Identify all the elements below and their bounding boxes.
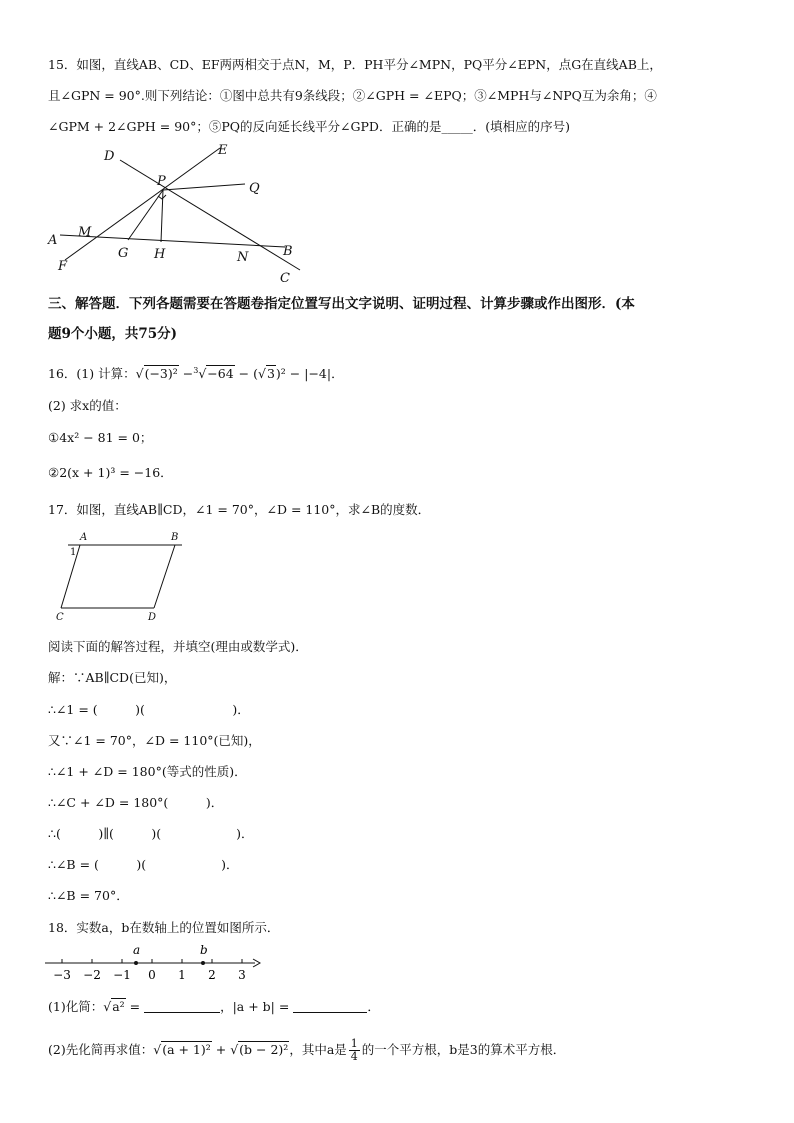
q16-radicand-a: (−3)² [144, 366, 178, 382]
tick-label: 0 [148, 968, 156, 982]
section3-heading-line-1: 三、解答题．下列各题需要在答题卷指定位置写出文字说明、证明过程、计算步骤或作出图形．(本 [48, 296, 635, 312]
q17-read: 阅读下面的解答过程，并填空(理由或数学式)． [48, 639, 308, 654]
cube-root-index: 3 [193, 366, 199, 375]
label-q: Q [249, 181, 260, 196]
q16-expr-rest2: )² − |−4|． [275, 366, 344, 382]
tick-label: 1 [178, 968, 186, 982]
label-b: B [171, 532, 179, 543]
q16-radicand-c: 3 [266, 366, 275, 382]
line-ab [60, 235, 285, 247]
minus-sign: − [182, 366, 194, 382]
label-c: C [280, 271, 290, 286]
q18-p1-eq: = [125, 999, 145, 1014]
q18-number-line [40, 940, 270, 985]
q16-eq2: ②2(x + 1)³ = −16． [48, 465, 173, 480]
label-p: P [157, 174, 166, 189]
q17-step-8: ∴∠B = 70°． [48, 888, 129, 903]
q17-figure [50, 528, 200, 628]
label-g: G [118, 246, 129, 261]
q15-line-3: ∠GPM + 2∠GPH = 90°；⑤PQ的反向延长线平分∠GPD．正确的是_____．(填相应的序号) [48, 119, 570, 134]
q18-stem: 18．实数a，b在数轴上的位置如图所示． [48, 920, 280, 935]
q17-step-3: 又∵∠1 = 70°，∠D = 110°(已知)， [48, 733, 261, 748]
sqrt-symbol: √ [103, 999, 112, 1014]
tick-label: 3 [238, 968, 246, 982]
q15-figure [40, 140, 320, 290]
fraction-one-quarter [349, 1038, 360, 1063]
label-b: B [283, 244, 293, 259]
tick-label: −2 [83, 968, 101, 982]
q16-prefix: 16．(1) 计算： [48, 366, 136, 382]
fraction-denominator: 4 [350, 1050, 358, 1063]
q16-part1 [48, 361, 344, 384]
label-f: F [58, 259, 68, 274]
label-a: A [80, 532, 88, 543]
q17-step-7: ∴∠B = ( )( )． [48, 857, 239, 872]
label-e: E [218, 143, 228, 158]
sqrt-symbol: √ [153, 1042, 162, 1057]
q16-eq1: ①4x² − 81 = 0； [48, 430, 153, 445]
label-h: H [154, 247, 166, 262]
q17-step-6: ∴( )∥( )( )． [48, 826, 254, 841]
tick-label: −3 [53, 968, 71, 982]
q18-part1 [48, 997, 380, 1017]
answer-blank-2[interactable] [293, 998, 367, 1013]
q15-line-2: 且∠GPN = 90°.则下列结论：①图中总共有9条线段；②∠GPH = ∠EPQ；③∠MPH与∠NPQ互为余角；④ [48, 88, 657, 103]
point-b [201, 961, 205, 965]
q18-p1-prefix: (1)化简： [48, 999, 104, 1014]
q17-step-1: 解：∵AB∥CD(已知)， [48, 670, 177, 685]
q16-expr-rest1: − ( [234, 366, 258, 382]
q18-p2-plus: + [211, 1042, 231, 1057]
label-d: D [148, 612, 157, 623]
ray-pq [163, 184, 245, 190]
label-c: C [56, 612, 64, 623]
sqrt-symbol: √ [258, 366, 266, 382]
q17-stem: 17．如图，直线AB∥CD，∠1 = 70°，∠D = 110°，求∠B的度数． [48, 502, 431, 517]
tick-label: −1 [113, 968, 131, 982]
segment-bd [154, 545, 175, 608]
q17-step-5: ∴∠C + ∠D = 180°( )． [48, 795, 224, 810]
q17-step-2: ∴∠1 = ( )( )． [48, 702, 250, 717]
label-a: a [133, 943, 141, 957]
sqrt-symbol: √ [198, 366, 207, 382]
sqrt-symbol: √ [135, 366, 144, 382]
q18-part2 [48, 1038, 565, 1063]
q18-p1-radicand: a² [112, 999, 125, 1014]
q18-p2-end: 的一个平方根，b是3的算术平方根． [361, 1042, 566, 1057]
section3-heading-line-2: 题9个小题，共75分) [48, 326, 178, 342]
point-a [134, 961, 138, 965]
q18-p1-abs: |a + b| = [232, 999, 294, 1014]
q18-p2-radicand-1: (a + 1)² [162, 1042, 211, 1057]
line-dc [120, 160, 300, 270]
answer-blank-1[interactable] [144, 998, 220, 1013]
q15-line-1: 15．如图，直线AB、CD、EF两两相交于点N，M，P．PH平分∠MPN，PQ平分∠EPN，点G在直线AB上， [48, 57, 662, 72]
q18-p2-radicand-2: (b − 2)² [239, 1042, 289, 1057]
q18-p1-end: ． [367, 999, 380, 1014]
label-m: M [78, 225, 92, 240]
label-d: D [104, 149, 115, 164]
segment-pg [128, 190, 163, 240]
label-a: A [48, 233, 58, 248]
q16-part2: (2) 求x的值： [48, 398, 127, 413]
line-fe [65, 148, 220, 260]
q18-p2-mid: ，其中a是 [289, 1042, 347, 1057]
q16-radicand-b: −64 [207, 366, 234, 382]
q18-p2-prefix: (2)先化简再求值： [48, 1042, 154, 1057]
sqrt-symbol: √ [230, 1042, 239, 1057]
fraction-numerator: 1 [350, 1037, 358, 1050]
label-b: b [200, 943, 208, 957]
label-n: N [237, 250, 249, 265]
q18-p1-comma: ， [220, 999, 233, 1014]
label-angle-1: 1 [70, 547, 77, 558]
tick-label: 2 [208, 968, 216, 982]
q17-step-4: ∴∠1 + ∠D = 180°(等式的性质)． [48, 764, 247, 779]
